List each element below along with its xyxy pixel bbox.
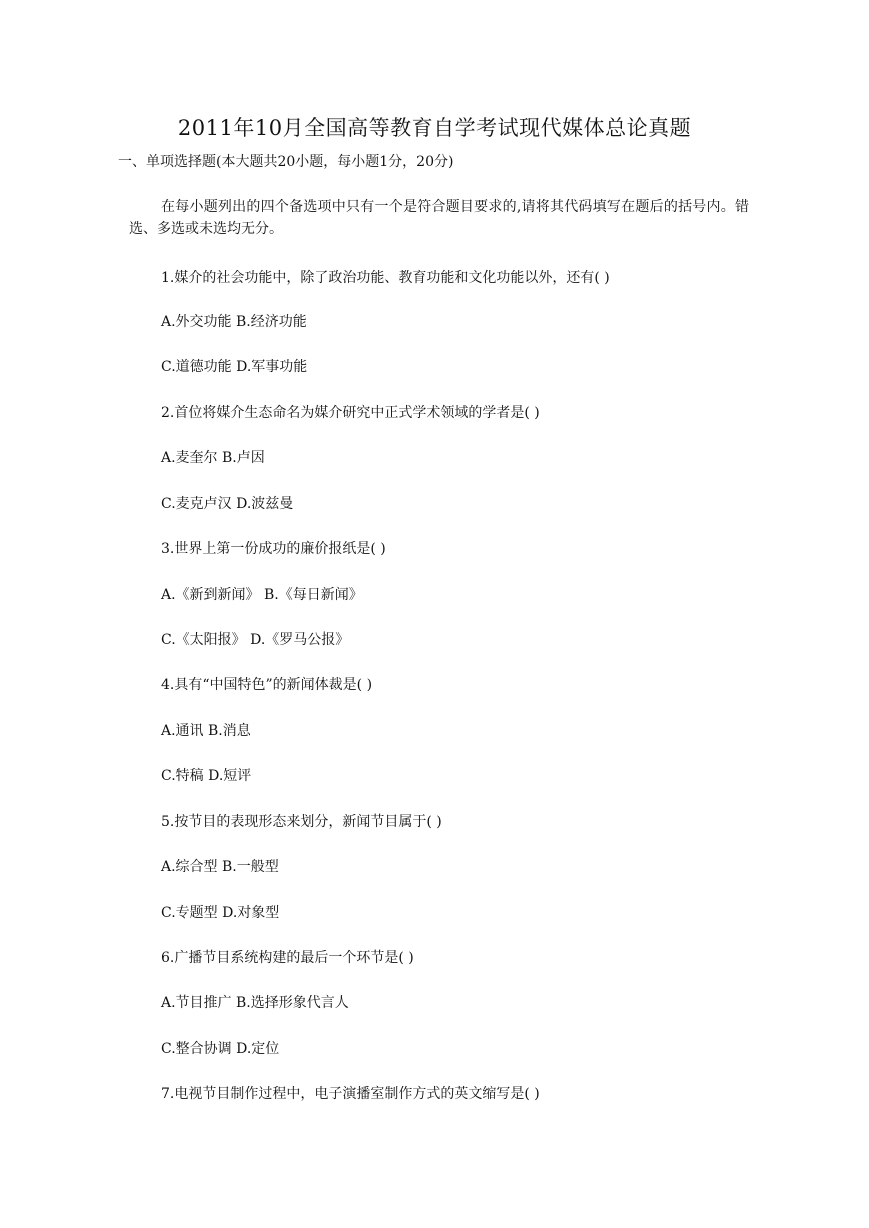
- question-2-options-cd: C.麦克卢汉 D.波兹曼: [161, 496, 294, 512]
- section-heading: 一、单项选择题(本大题共20小题，每小题1分，20分): [118, 154, 454, 170]
- question-4-options-cd: C.特稿 D.短评: [161, 768, 252, 784]
- question-4: 4.具有“中国特色”的新闻体裁是( ): [161, 677, 373, 693]
- question-5-options-ab: A.综合型 B.一般型: [161, 859, 279, 875]
- question-5-options-cd: C.专题型 D.对象型: [161, 905, 280, 921]
- question-6-options-cd: C.整合协调 D.定位: [161, 1041, 280, 1057]
- question-6: 6.广播节目系统构建的最后一个环节是( ): [161, 950, 414, 966]
- question-7: 7.电视节目制作过程中，电子演播室制作方式的英文缩写是( ): [161, 1086, 540, 1102]
- question-2-options-ab: A.麦奎尔 B.卢因: [161, 450, 265, 466]
- question-1: 1.媒介的社会功能中，除了政治功能、教育功能和文化功能以外，还有( ): [161, 270, 610, 286]
- instructions-paragraph: 在每小题列出的四个备选项中只有一个是符合题目要求的,请将其代码填写在题后的括号内。错选、多选或未选均无分。: [129, 199, 749, 237]
- question-2: 2.首位将媒介生态命名为媒介研究中正式学术领域的学者是( ): [161, 405, 540, 421]
- document-title: 2011年10月全国高等教育自学考试现代媒体总论真题: [177, 116, 692, 140]
- question-3-options-cd: C.《太阳报》 D.《罗马公报》: [161, 632, 350, 648]
- question-3: 3.世界上第一份成功的廉价报纸是( ): [161, 541, 386, 557]
- question-4-options-ab: A.通讯 B.消息: [161, 723, 251, 739]
- question-1-options-cd: C.道德功能 D.军事功能: [161, 359, 308, 375]
- question-6-options-ab: A.节目推广 B.选择形象代言人: [161, 995, 349, 1011]
- question-1-options-ab: A.外交功能 B.经济功能: [161, 314, 307, 330]
- question-5: 5.按节目的表现形态来划分，新闻节目属于( ): [161, 814, 442, 830]
- question-3-options-ab: A.《新到新闻》 B.《每日新闻》: [161, 587, 363, 603]
